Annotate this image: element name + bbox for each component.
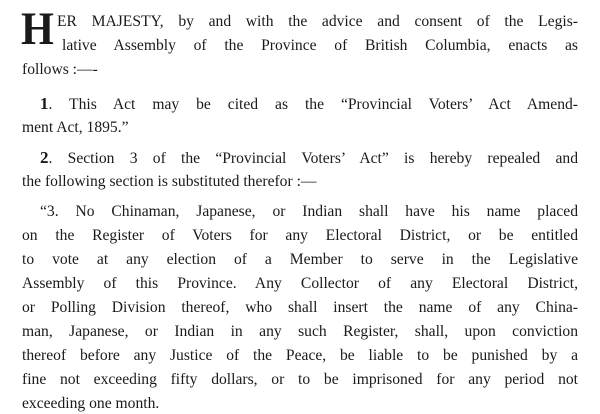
section-3-line: or Polling Division thereof, who shall insert the name of any China- <box>22 299 578 316</box>
section-2-line: the following section is substituted therefor :— <box>22 173 317 190</box>
section-1-line <box>40 94 578 115</box>
section-1-line: ment Act, 1895.” <box>22 119 129 136</box>
section-3-line: man, Japanese, or Indian in any such Register, shall, upon conviction <box>22 323 578 340</box>
section-2-text: . Section 3 of the “Provincial Voters’ Act” is hereby repealed and <box>48 150 578 167</box>
section-3-line: fine not exceeding fifty dollars, or to be imprisoned for any period not <box>22 371 578 388</box>
section-3-line: Assembly of this Province. Any Collector of any Electoral District, <box>22 275 578 292</box>
section-1-text: . This Act may be cited as the “Provincial Voters’ Act Amend- <box>48 96 578 113</box>
section-3-line: on the Register of Voters for any Electoral District, or be entitled <box>22 227 578 244</box>
section-number: 2 <box>40 148 49 167</box>
section-3-line: exceeding one month. <box>22 395 160 412</box>
preamble-line: lative Assembly of the Province of British Columbia, enacts as <box>62 37 578 54</box>
drop-cap: H <box>21 3 54 55</box>
section-3-line: “3. No Chinaman, Japanese, or Indian shall have his name placed <box>40 203 578 220</box>
preamble-line: ER MAJESTY, by and with the advice and consent of the Legis- <box>57 13 578 30</box>
section-3-line: to vote at any election of a Member to serve in the Legislative <box>22 251 578 268</box>
section-number: 1 <box>40 94 49 113</box>
section-3-line: thereof before any Justice of the Peace, be liable to be punished by a <box>22 347 578 364</box>
section-2-line <box>40 148 578 169</box>
preamble-line: follows :—- <box>22 61 98 78</box>
